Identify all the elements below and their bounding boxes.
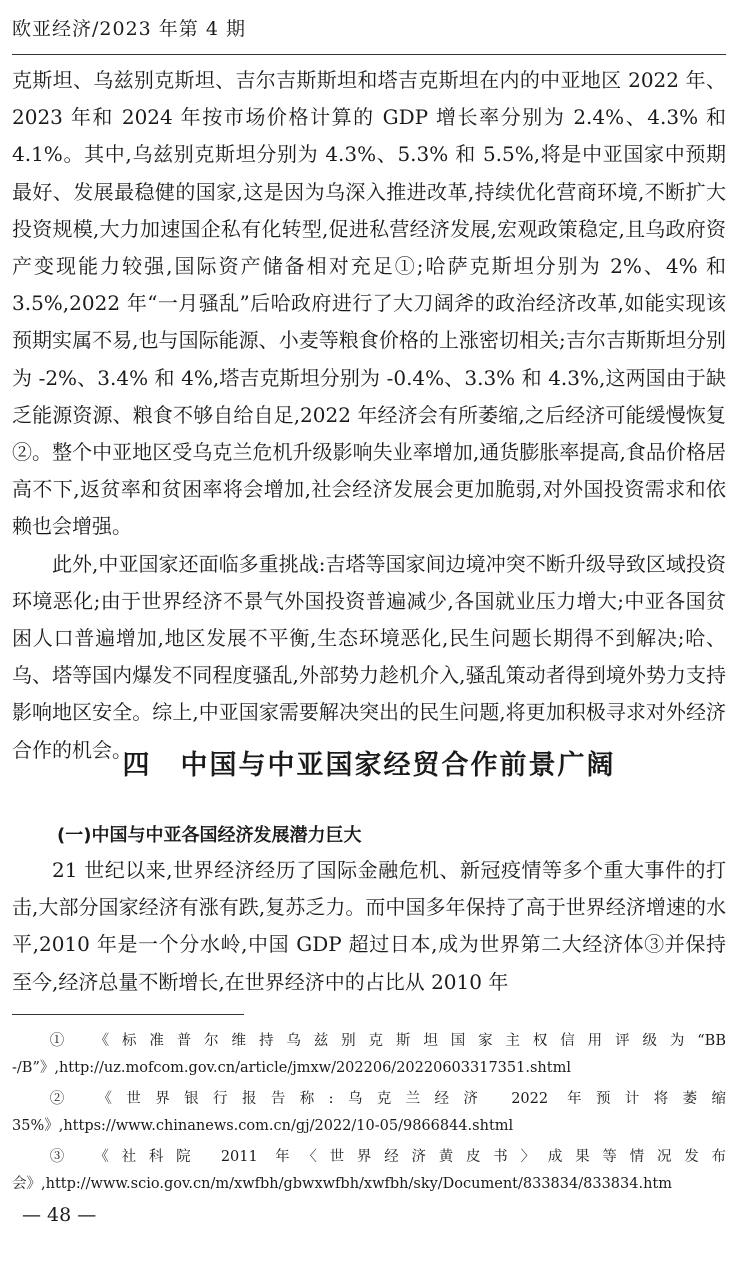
footnote-item: ① 《标准普尔维持乌兹别克斯坦国家主权信用评级为“BB -/B”》,http://uz.mofcom.gov.cn/article/jmxw/202206/20220603317351.shtml: [12, 1033, 726, 1076]
paragraph-challenges: 此外,中亚国家还面临多重挑战:吉塔等国家间边境冲突不断升级导致区域投资环境恶化;由于世界经济不景气外国投资普遍减少,各国就业压力增大;中亚各国贫困人口普遍增加,地区发展不平衡,生态环境恶化,民生问题长期得不到解决;哈、乌、塔等国内爆发不同程度骚乱,外部势力趁机介入,骚乱策动者得到境外势力支持影响地区安全。综上,中亚国家需要解决突出的民生问题,将更加积极寻求对外经济合作的机会。: [12, 551, 726, 762]
section-heading: 四 中国与中亚国家经贸合作前景广阔: [122, 750, 616, 781]
body-text-block: [12, 62, 726, 769]
footnote-item: ② 《世界银行报告称:乌克兰经济 2022 年预计将萎缩 35%》,https://www.chinanews.com.cn/gj/2022/10-05/9866844.shtml: [12, 1091, 726, 1134]
footnote-item: ③ 《社科院 2011 年〈世界经济黄皮书〉成果等情况发布会》,http://www.scio.gov.cn/m/xwfbh/gbwxwfbh/xwfbh/sky/Document/833834/833834.htm: [12, 1149, 726, 1192]
footnotes: [12, 1028, 726, 1202]
subsection-body: [12, 852, 726, 1001]
paragraph-continued: 克斯坦、乌兹别克斯坦、吉尔吉斯斯坦和塔吉克斯坦在内的中亚地区 2022 年、2023 年和 2024 年按市场价格计算的 GDP 增长率分别为 2.4%、4.3% 和 4.1%。其中,乌兹别克斯坦分别为 4.3%、5.3% 和 5.5%,将是中亚国家中预期最好、发展最稳健的国家,这是因为乌深入推进改革,持续优化营商环境,不断扩大投资规模,大力加速国企私有化转型,促进私营经济发展,宏观政策稳定,且乌政府资产变现能力较强,国际资产储备相对充足①;哈萨克斯坦分别为 2%、4% 和 3.5%,2022 年“一月骚乱”后哈政府进行了大刀阔斧的政治经济改革,如能实现该预期实属不易,也与国际能源、小麦等粮食价格的上涨密切相关;吉尔吉斯斯坦分别为 -2%、3.4% 和 4%,塔吉克斯坦分别为 -0.4%、3.3% 和 4.3%,这两国由于缺乏能源资源、粮食不够自给自足,2022 年经济会有所萎缩,之后经济可能缓慢恢复②。整个中亚地区受乌克兰危机升级影响失业率增加,通货膨胀率提高,食品价格居高不下,返贫率和贫困率将会增加,社会经济发展会更加脆弱,对外国投资需求和依赖也会增强。: [12, 68, 726, 539]
page-number: — 48 —: [22, 1204, 97, 1226]
running-header: [12, 14, 726, 55]
running-title: 欧亚经济/2023 年第 4 期: [12, 18, 246, 40]
subsection-heading: (一)中国与中亚各国经济发展潜力巨大: [57, 825, 362, 846]
footnote-divider: [12, 1014, 244, 1015]
paragraph-growth: 21 世纪以来,世界经济经历了国际金融危机、新冠疫情等多个重大事件的打击,大部分国家经济有涨有跌,复苏乏力。而中国多年保持了高于世界经济增速的水平,2010 年是一个分水岭,中国 GDP 超过日本,成为世界第二大经济体③并保持至今,经济总量不断增长,在世界经济中的占比从 2010 年: [12, 858, 726, 994]
